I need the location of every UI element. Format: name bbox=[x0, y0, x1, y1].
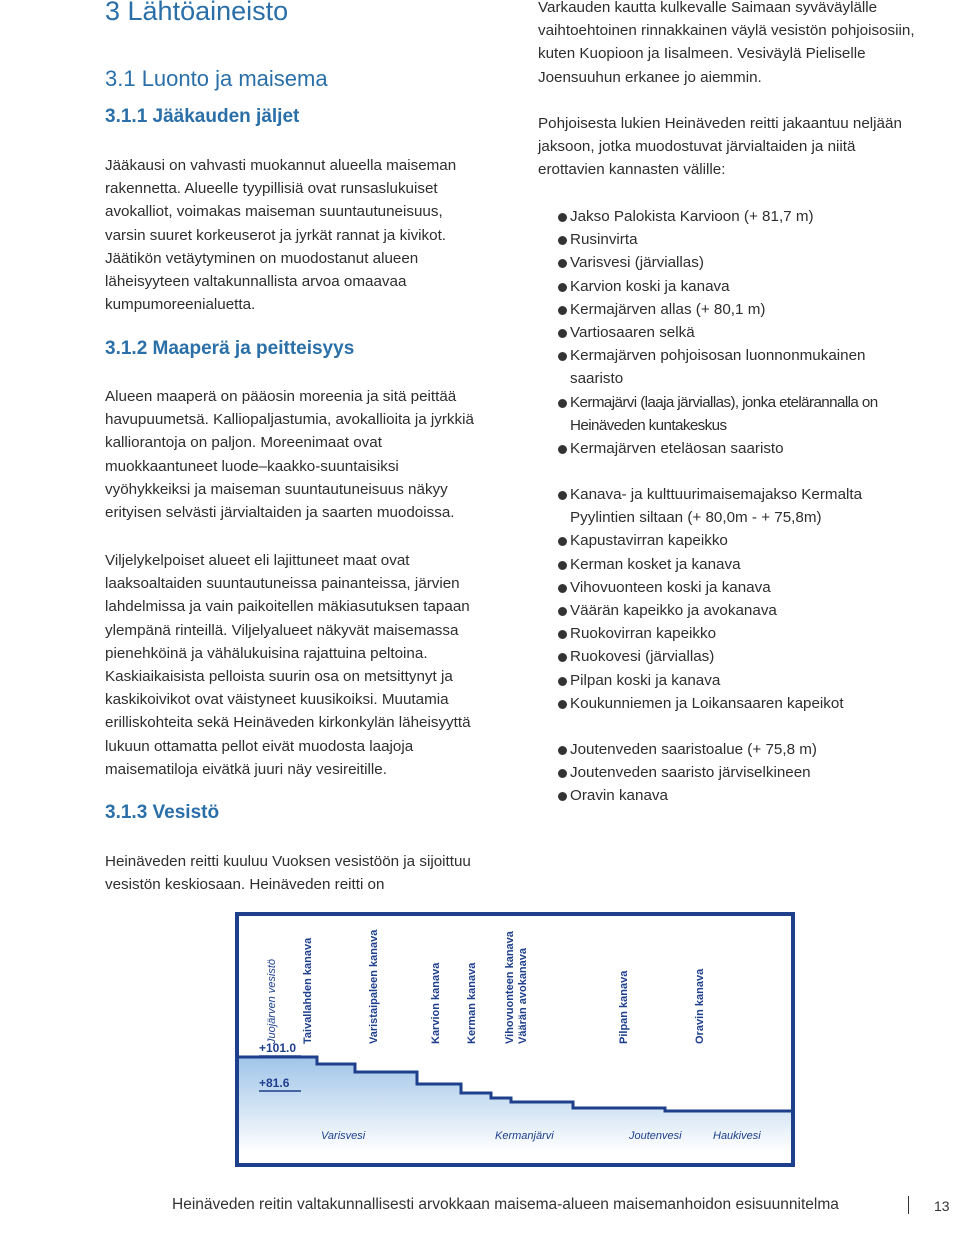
paragraph-vesisto: Heinäveden reitti kuuluu Vuoksen vesistöön ja sijoittuu vesistön keskiosaan. Heinäveden reitti on bbox=[105, 853, 471, 894]
bullet-list-1 bbox=[538, 205, 938, 460]
list-item: Pilpan koski ja kanava bbox=[538, 669, 938, 692]
chart-top-label: Väärän avokanava bbox=[517, 947, 529, 1044]
section-title: 3.1 Luonto ja maisema bbox=[105, 66, 328, 91]
chart-top-label: Taivallahden kanava bbox=[302, 937, 314, 1044]
list-item: Koukunniemen ja Loikansaaren kapeikot bbox=[538, 692, 938, 715]
subsection-title-2: 3.1.2 Maaperä ja peitteisyys bbox=[105, 338, 355, 359]
water-route-profile-chart bbox=[235, 912, 795, 1167]
paragraph-maapera-2: Viljelykelpoiset alueet eli lajittuneet maat ovat laaksoaltaiden suuntautuneissa painanteissa, järvien lahdelmissa ja vain paikoitellen mäkiasutuksen tapaan ylempänä rinteillä. Viljelyalueet näkyvät maisemassa pienehköinä ja vähälukuisina rajattuina peltoina. Kaskiaikaisista pelloista suurin osa on metsittynyt ja kaskikoivikot ovat väistyneet kuusikoiksi. Muutamia erilliskohteita sekä Heinäveden kirkonkylän läheisyyttä lukuun ottamatta pellot eivät muodosta laajoja maisematiloja eivätkä juuri näy vesireitille. bbox=[105, 552, 471, 778]
elevation-label: +101.0 bbox=[259, 1041, 297, 1055]
chart-top-label: Kerman kanava bbox=[466, 962, 478, 1044]
list-item: Rusinvirta bbox=[538, 228, 938, 251]
list-item: Vartiosaaren selkä bbox=[538, 321, 938, 344]
list-item: Väärän kapeikko ja avokanava bbox=[538, 599, 938, 622]
list-item: Kermajärven eteläosan saaristo bbox=[538, 437, 938, 460]
bullet-list-2 bbox=[538, 483, 938, 715]
list-item: Joutenveden saaristoalue (+ 75,8 m) bbox=[538, 738, 938, 761]
list-item: Jakso Palokista Karvioon (+ 81,7 m) bbox=[538, 205, 938, 228]
list-item: Kerman kosket ja kanava bbox=[538, 553, 938, 576]
lake-label: Joutenvesi bbox=[629, 1130, 682, 1142]
paragraph-jaakausi: Jääkausi on vahvasti muokannut alueella maiseman rakennetta. Alueelle tyypillisiä ovat runsaslukuiset avokalliot, voimakas maiseman suuntautuneisuus, varsin suuret korkeuserot ja jyrkät rannat ja kivikot. Jäätikön vetäytyminen on muodostanut alueen läheisyyteen valtakunnallista arvoa omaavaa kumpumoreenialuetta. bbox=[105, 157, 457, 314]
list-item: Varisvesi (järviallas) bbox=[538, 251, 938, 274]
chart-top-label: Karvion kanava bbox=[430, 962, 442, 1044]
chart-top-label: Vihovuonteen kanava bbox=[504, 931, 516, 1044]
chart-top-label: Juojärven vesistö bbox=[266, 959, 278, 1044]
chart-top-label: Pilpan kanava bbox=[618, 970, 630, 1044]
list-item: Ruokovirran kapeikko bbox=[538, 622, 938, 645]
subsection-title-3: 3.1.3 Vesistö bbox=[105, 802, 220, 823]
list-item: Kermajärvi (laaja järviallas), jonka etelärannalla on Heinäveden kuntakeskus bbox=[538, 391, 910, 437]
lake-label: Haukivesi bbox=[713, 1130, 761, 1142]
page-number: 13 bbox=[934, 1198, 950, 1214]
list-item: Kapustavirran kapeikko bbox=[538, 529, 938, 552]
list-item: Kermajärven pohjoisosan luonnonmukainen saaristo bbox=[538, 344, 870, 390]
right-paragraph-1: Varkauden kautta kulkevalle Saimaan syväväylälle vaihtoehtoinen rinnakkainen väylä vesistön pohjoisosiin, kuten Kuopioon ja Iisalmeen. Vesiväylä Pieliselle Joensuuhun erkanee jo aiemmin. bbox=[538, 0, 915, 86]
list-item: Ruokovesi (järviallas) bbox=[538, 645, 938, 668]
chapter-title: 3 Lähtöaineisto bbox=[105, 0, 289, 26]
paragraph-maapera-1: Alueen maaperä on pääosin moreenia ja sitä peittää havupuumetsä. Kalliopaljastumia, avokallioita ja jyrkkiä kalliorantoja on paljon. Moreenimaat ovat muokkaantuneet luode–kaakko-suuntaisiksi vyöhykkeiksi ja maiseman suuntautuneisuus näkyy erityisen selvästi järvialtaiden ja saarten muodoissa. bbox=[105, 388, 474, 522]
list-item: Karvion koski ja kanava bbox=[538, 275, 938, 298]
bullet-list-3 bbox=[538, 738, 938, 808]
list-item: Vihovuonteen koski ja kanava bbox=[538, 576, 938, 599]
lake-label: Kermanjärvi bbox=[495, 1130, 554, 1142]
elevation-label: +81.6 bbox=[259, 1076, 290, 1090]
lake-label: Varisvesi bbox=[321, 1130, 366, 1142]
footer-divider bbox=[908, 1196, 909, 1214]
list-item: Kanava- ja kulttuurimaisemajakso Kermalta Pyylintien siltaan (+ 80,0m - + 75,8m) bbox=[538, 483, 900, 529]
chart-top-label: Oravin kanava bbox=[694, 968, 706, 1044]
list-item: Oravin kanava bbox=[538, 784, 938, 807]
right-paragraph-2: Pohjoisesta lukien Heinäveden reitti jakaantuu neljään jaksoon, jotka muodostuvat järvialtaiden ja niitä erottavien kannasten välille: bbox=[538, 115, 902, 179]
subsection-title-1: 3.1.1 Jääkauden jäljet bbox=[105, 106, 300, 127]
chart-top-label: Varistaipaleen kanava bbox=[368, 929, 380, 1044]
footer-text: Heinäveden reitin valtakunnallisesti arvokkaan maisema-alueen maisemanhoidon esisuunnitelma bbox=[172, 1196, 839, 1213]
list-item: Joutenveden saaristo järviselkineen bbox=[538, 761, 938, 784]
list-item: Kermajärven allas (+ 80,1 m) bbox=[538, 298, 938, 321]
